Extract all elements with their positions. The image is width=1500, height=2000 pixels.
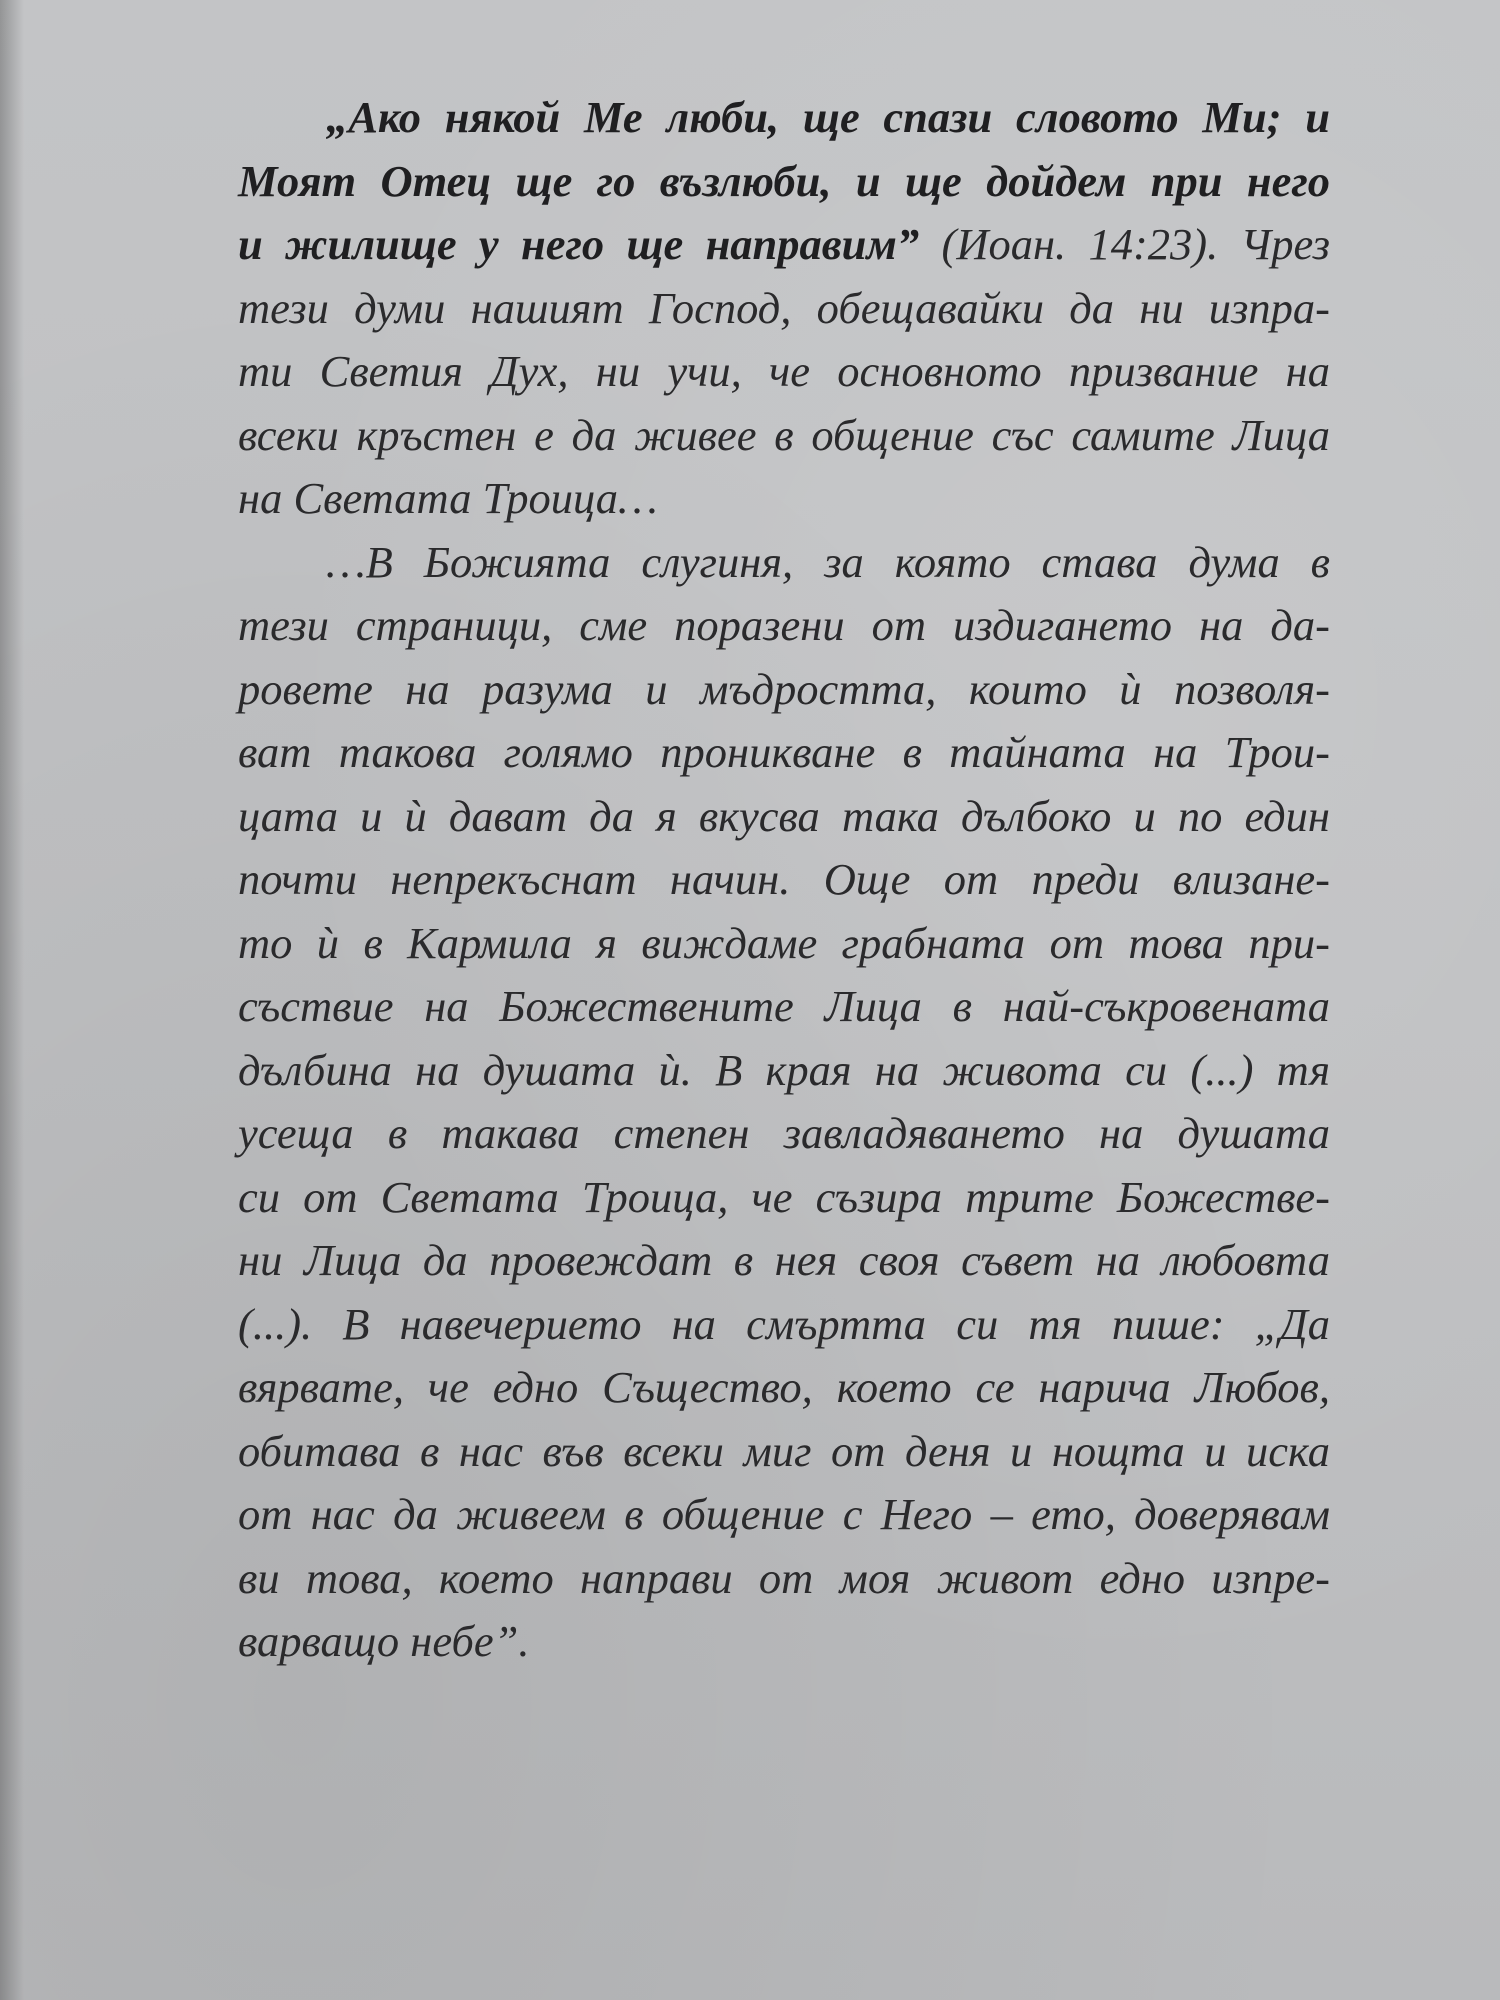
- body-text: …В Божията слугиня, за която става дума в: [326, 536, 1330, 587]
- body-text: (Иоан. 14:23). Чрез: [919, 219, 1330, 269]
- body-text: ти Светия Дух, ни учи, че основното призвание на: [238, 346, 1330, 396]
- text-line: [238, 340, 1330, 404]
- body-text: то ѝ в Кармила я виждаме грабната от това при-: [238, 917, 1330, 968]
- text-line: [238, 594, 1330, 658]
- body-text: ви това, което направи от моя живот едно изпре-: [238, 1552, 1330, 1603]
- body-text: усеща в такава степен завладяването на душата: [238, 1108, 1330, 1158]
- body-text: всеки кръстен е да живее в общение със самите Лица: [238, 409, 1330, 460]
- body-text: от нас да живеем в общение с Него – ето, доверявам: [238, 1489, 1330, 1539]
- text-line: [238, 785, 1330, 849]
- text-line: [238, 1483, 1330, 1547]
- text-line: [238, 1356, 1330, 1420]
- quote-text: и жилище у него ще направим”: [238, 219, 920, 269]
- body-text: ни Лица да провеждат в нея своя съвет на любовта: [238, 1235, 1330, 1285]
- quote-text: Моят Отец ще го възлюби, и ще дойдем при него: [238, 155, 1330, 206]
- body-text: тези страници, сме поразени от издигането на да-: [238, 600, 1330, 650]
- page-text: [238, 86, 1330, 1674]
- text-line: [238, 1547, 1330, 1611]
- body-text: вярвате, че едно Същество, което се нарича Любов,: [238, 1362, 1330, 1412]
- text-line: [238, 1039, 1330, 1103]
- text-line: [238, 467, 1330, 531]
- text-line: [238, 86, 1330, 150]
- text-line: [238, 150, 1330, 214]
- text-line: [238, 1610, 1330, 1674]
- text-line: [238, 1102, 1330, 1166]
- text-line: [238, 912, 1330, 976]
- body-text: почти непрекъснат начин. Още от преди влизане-: [238, 854, 1330, 904]
- body-text: ват такова голямо проникване в тайната на Трои-: [238, 727, 1330, 777]
- text-line: [238, 1229, 1330, 1293]
- text-line: [238, 531, 1330, 595]
- text-line: [238, 1420, 1330, 1484]
- text-line: [238, 1166, 1330, 1230]
- text-line: [238, 213, 1330, 277]
- text-line: [238, 404, 1330, 468]
- text-line: [238, 848, 1330, 912]
- body-text: ровете на разума и мъдростта, които ѝ позволя-: [238, 663, 1330, 714]
- body-text: на Светата Троица…: [238, 473, 658, 523]
- body-text: тези думи нашият Господ, обещавайки да ни изпра-: [238, 282, 1330, 333]
- body-text: дълбина на душата ѝ. В края на живота си (...) тя: [238, 1044, 1330, 1095]
- body-text: съствие на Божествените Лица в най-съкровената: [238, 981, 1330, 1031]
- text-line: [238, 658, 1330, 722]
- body-text: варващо небе”.: [238, 1616, 530, 1666]
- text-line: [238, 277, 1330, 341]
- body-text: си от Светата Троица, че съзира трите Божестве-: [238, 1171, 1330, 1222]
- text-line: [238, 1293, 1330, 1357]
- body-text: цата и ѝ дават да я вкусва така дълбоко и по един: [238, 790, 1330, 841]
- page-edge-shadow: [0, 0, 24, 2000]
- body-text: обитава в нас във всеки миг от деня и нощта и иска: [238, 1425, 1330, 1476]
- text-line: [238, 721, 1330, 785]
- text-line: [238, 975, 1330, 1039]
- quote-text: „Ако някой Ме люби, ще спази словото Ми; и: [326, 92, 1330, 142]
- body-text: (...). В навечерието на смъртта си тя пише: „Да: [238, 1298, 1330, 1349]
